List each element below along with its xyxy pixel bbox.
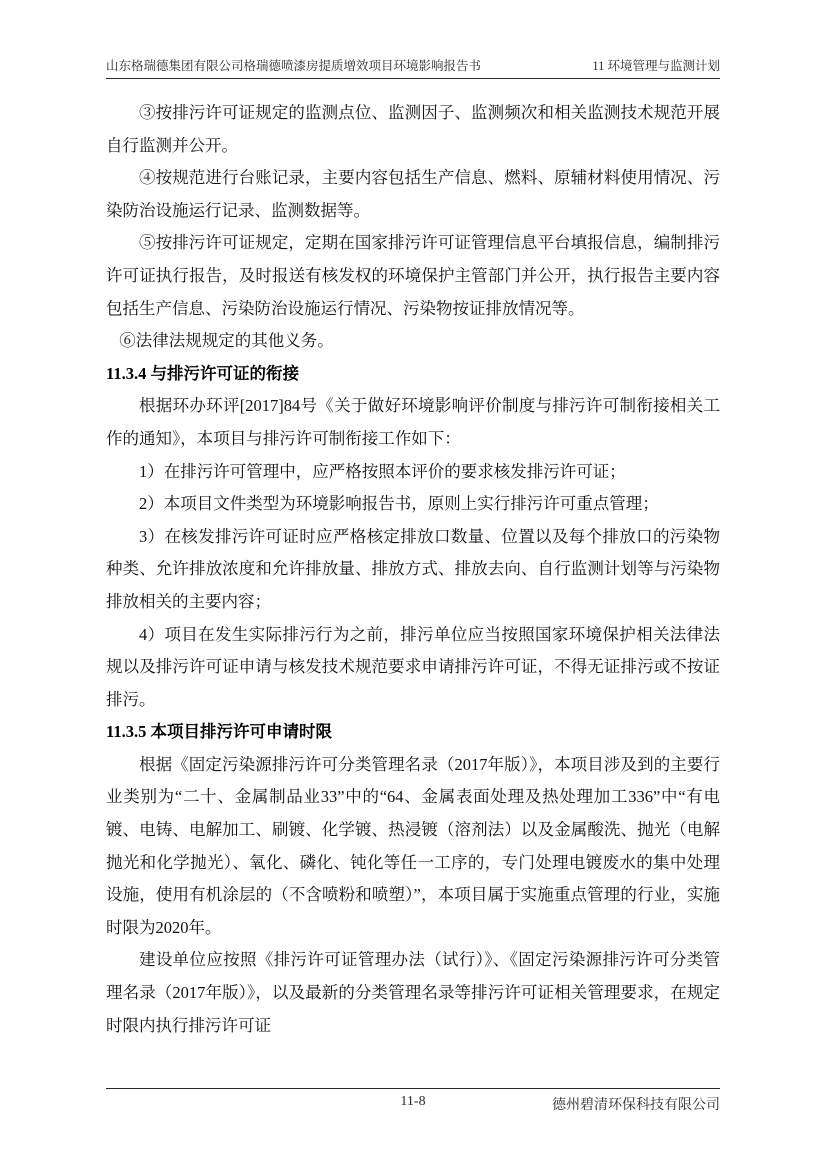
section-heading-11-3-5: 11.3.5 本项目排污许可申请时限 xyxy=(106,722,332,742)
list-item-4: 4）项目在发生实际排污行为之前，排污单位应当按照国家环境保护相关法律法规以及排污许可证申请与核发技术规范要求申请排污许可证，不得无证排污或不按证排污。 xyxy=(106,624,720,709)
body-paragraph-6: ⑥法律法规规定的其他义务。 xyxy=(119,331,334,351)
page-footer xyxy=(106,1088,720,1113)
page-number: 11-8 xyxy=(400,1094,426,1109)
body-paragraph-5: ⑤按排污许可证规定，定期在国家排污许可证管理信息平台填报信息，编制排污许可证执行报告，及时报送有核发权的环境保护主管部门并公开，执行报告主要内容包括生产信息、污染防治设施运行情况、污染物按证排放情况等。 xyxy=(106,233,720,318)
header-report-title: 山东格瑞德集团有限公司格瑞德喷漆房提质增效项目环境影响报告书 xyxy=(106,59,482,73)
header-chapter-title: 11 环境管理与监测计划 xyxy=(592,59,720,73)
body-paragraph-4: ④按规范进行台账记录，主要内容包括生产信息、燃料、原辅材料使用情况、污染防治设施运行记录、监测数据等。 xyxy=(106,168,720,220)
body-paragraph-intro: 根据环办环评[2017]84号《关于做好环境影响评价制度与排污许可制衔接相关工作的通知》，本项目与排污许可制衔接工作如下： xyxy=(106,396,720,448)
list-item-1: 1）在排污许可管理中，应严格按照本评价的要求核发排污许可证； xyxy=(139,461,626,481)
page-header xyxy=(106,56,720,79)
publisher-name: 德州碧清环保科技有限公司 xyxy=(552,1098,720,1113)
body-paragraph-closing: 建设单位应按照《排污许可证管理办法（试行）》、《固定污染源排污许可分类管理名录（2017年版）》，以及最新的分类管理名录等排污许可证相关管理要求，在规定时限内执行排污许可证 xyxy=(106,950,720,1035)
section-heading-11-3-4: 11.3.4 与排污许可证的衔接 xyxy=(106,363,299,383)
body-paragraph-catalog: 根据《固定污染源排污许可分类管理名录（2017年版）》，本项目涉及到的主要行业类别为“二十、金属制品业33”中的“64、金属表面处理及热处理加工336”中“有电镀、电铸、电解加工、刷镀、化学镀、热浸镀（溶剂法）以及金属酸洗、抛光（电解抛光和化学抛光）、氧化、磷化、钝化等任一工序的，专门处理电镀废水的集中处理设施，使用有机涂层的（不含喷粉和喷塑）”，本项目属于实施重点管理的行业，实施时限为2020年。 xyxy=(106,754,720,937)
body-paragraph-3: ③按排污许可证规定的监测点位、监测因子、监测频次和相关监测技术规范开展自行监测并公开。 xyxy=(106,103,720,155)
list-item-2: 2）本项目文件类型为环境影响报告书，原则上实行排污许可重点管理； xyxy=(139,494,659,514)
document-body xyxy=(106,97,720,1042)
list-item-3: 3）在核发排污许可证时应严格核定排放口数量、位置以及每个排放口的污染物种类、允许排放浓度和允许排放量、排放方式、排放去向、自行监测计划等与污染物排放相关的主要内容； xyxy=(106,526,720,611)
